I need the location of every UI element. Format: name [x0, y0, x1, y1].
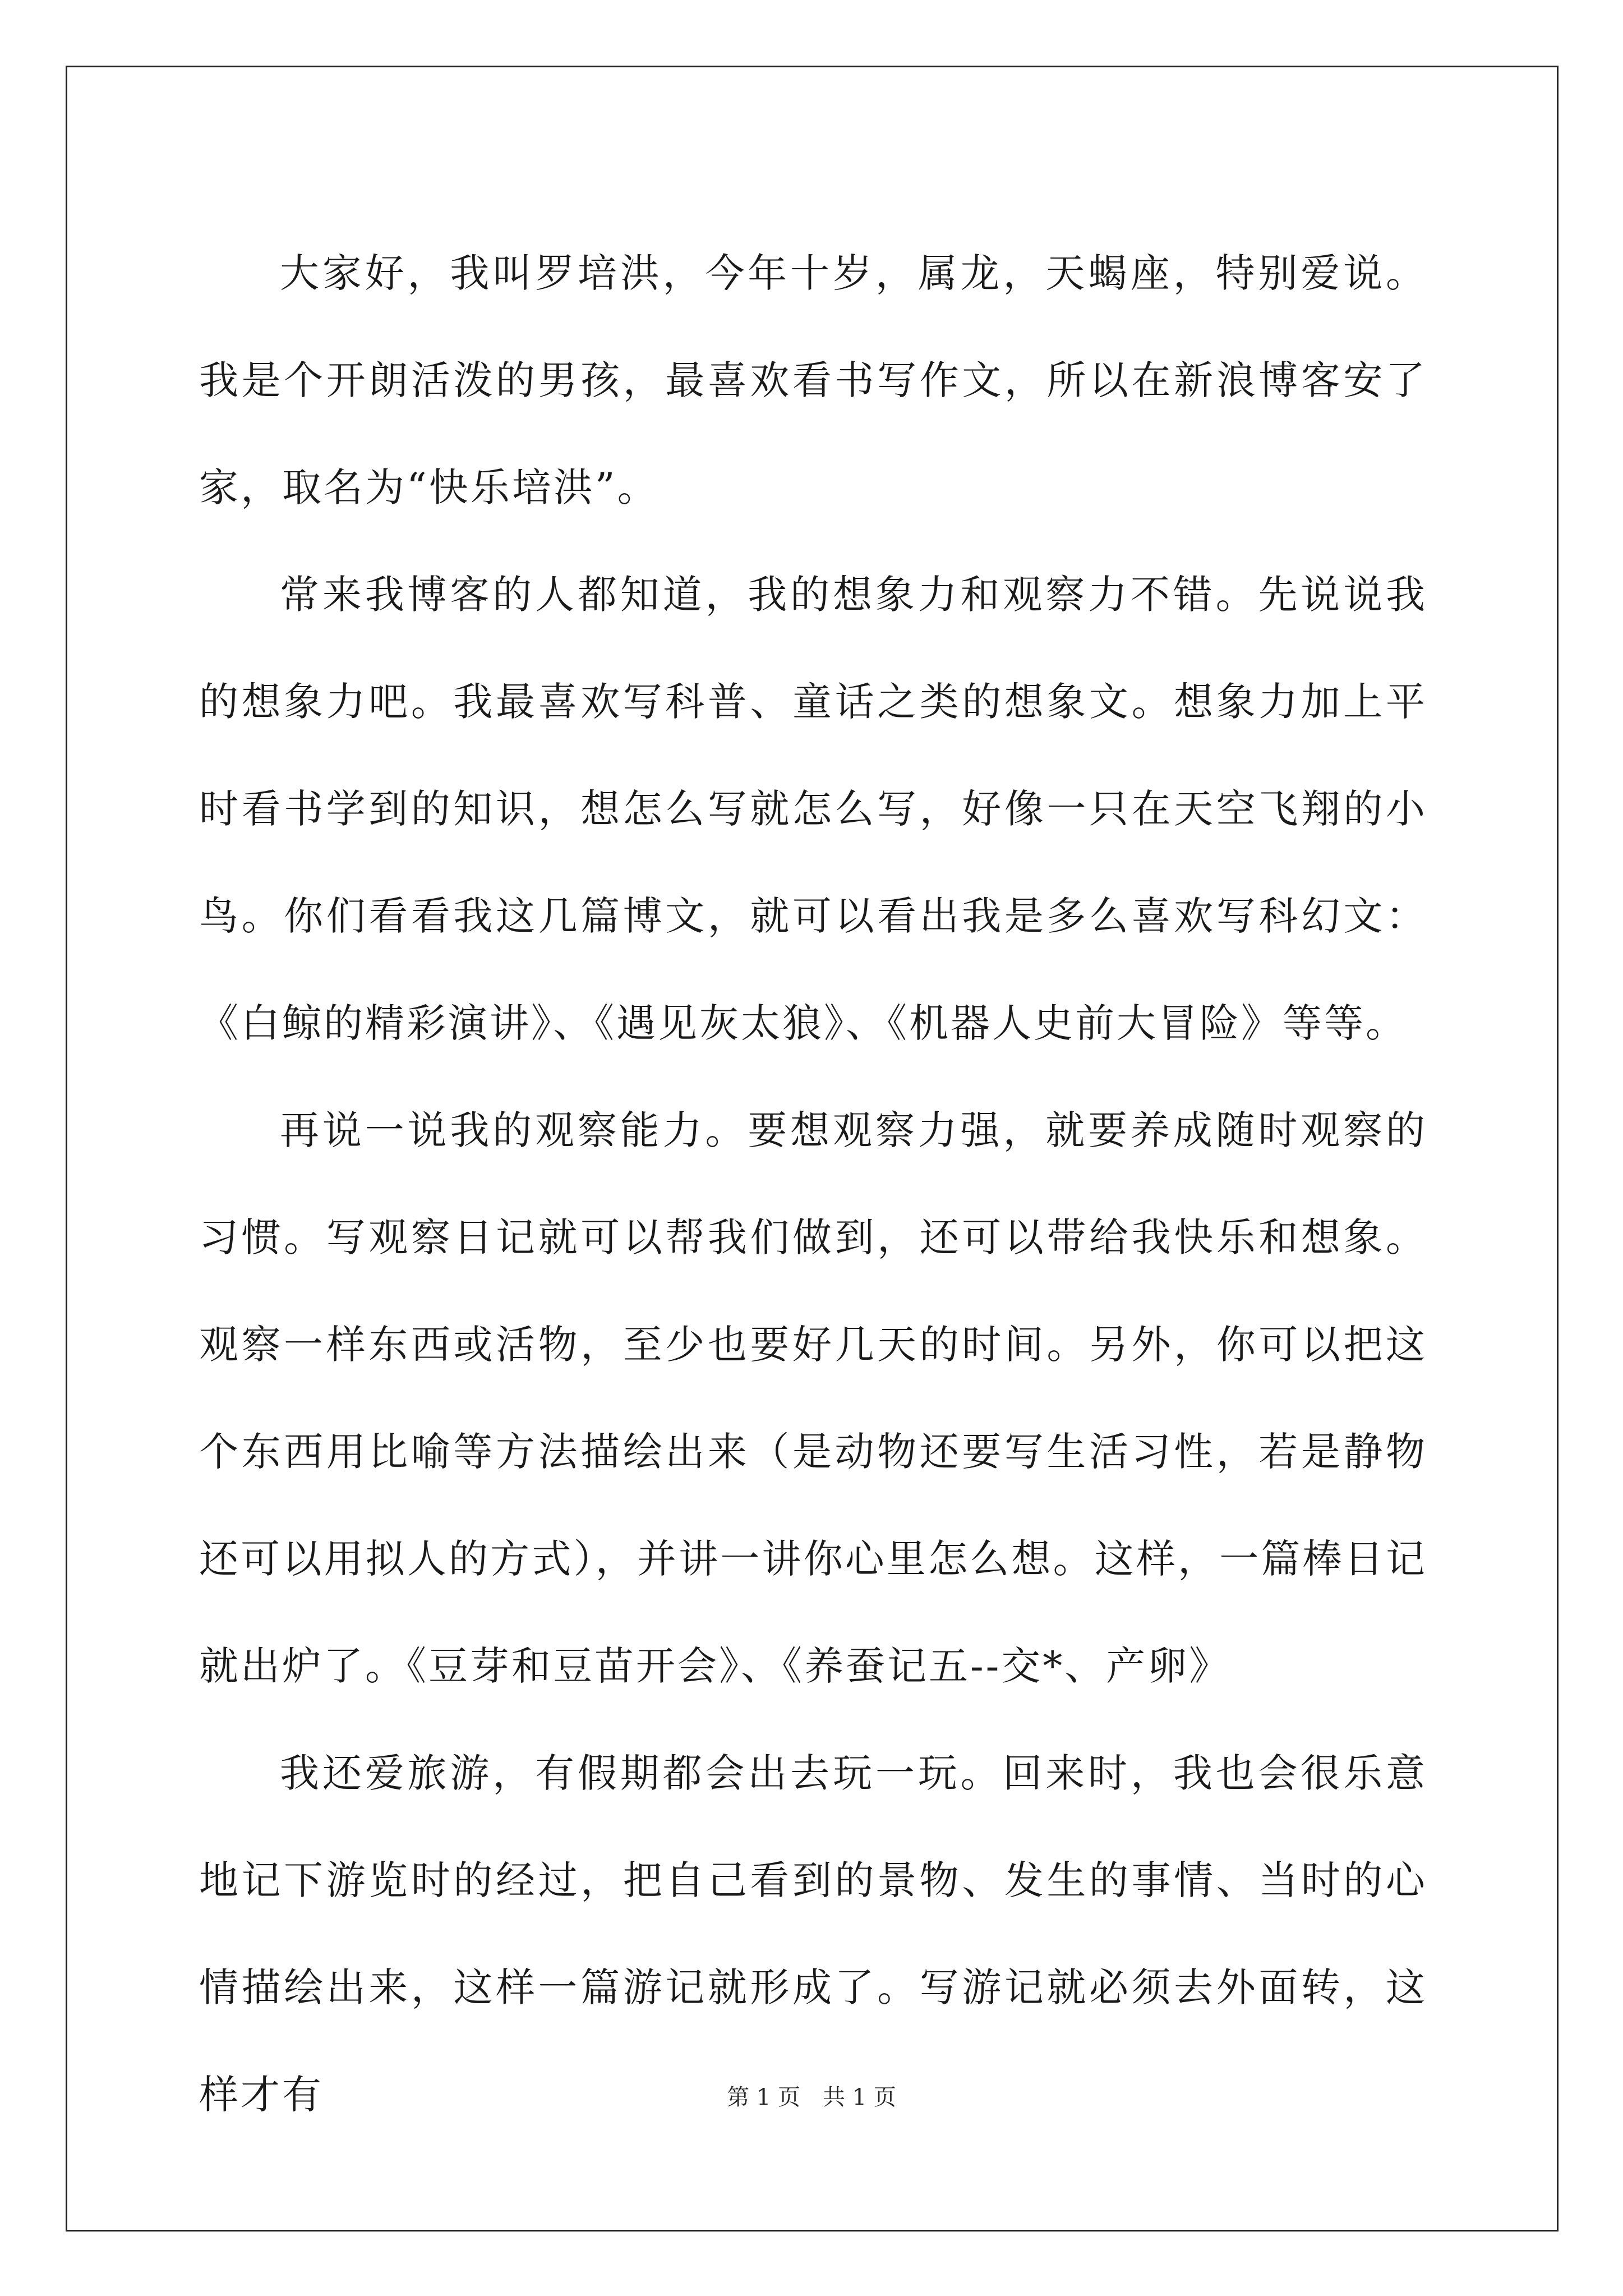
paragraph-travel: 我还爱旅游，有假期都会出去玩一玩。回来时，我也会很乐意地记下游览时的经过，把自己看到的景物、发生的事情、当时的心情描绘出来，这样一篇游记就形成了。写游记就必须去外面转，这样才有 — [199, 1750, 1427, 2118]
document-body — [199, 220, 1427, 2148]
paragraph-observation: 再说一说我的观察能力。要想观察力强，就要养成随时观察的习惯。写观察日记就可以帮我们做到，还可以带给我快乐和想象。观察一样东西或活物，至少也要好几天的时间。另外，你可以把这个东西用比喻等方法描绘出来（是动物还要写生活习性，若是静物还可以用拟人的方式），并讲一讲你心里怎么想。这样，一篇棒日记就出炉了。《豆芽和豆苗开会》、《养蚕记五--交*、产卵》 — [199, 1107, 1427, 1689]
paragraph-imagination: 常来我博客的人都知道，我的想象力和观察力不错。先说说我的想象力吧。我最喜欢写科普、童话之类的想象文。想象力加上平时看书学到的知识，想怎么写就怎么写，好像一只在天空飞翔的小鸟。你们看看我这几篇博文，就可以看出我是多么喜欢写科幻文：《白鲸的精彩演讲》、《遇见灰太狼》、《机器人史前大冒险》等等。 — [199, 572, 1427, 1046]
page-number: 第 1 页 共 1 页 — [727, 2085, 896, 2110]
paragraph-intro: 大家好，我叫罗培洪，今年十岁，属龙，天蝎座，特别爱说。我是个开朗活泼的男孩，最喜欢看书写作文，所以在新浪博客安了家，取名为“快乐培洪”。 — [199, 250, 1427, 510]
